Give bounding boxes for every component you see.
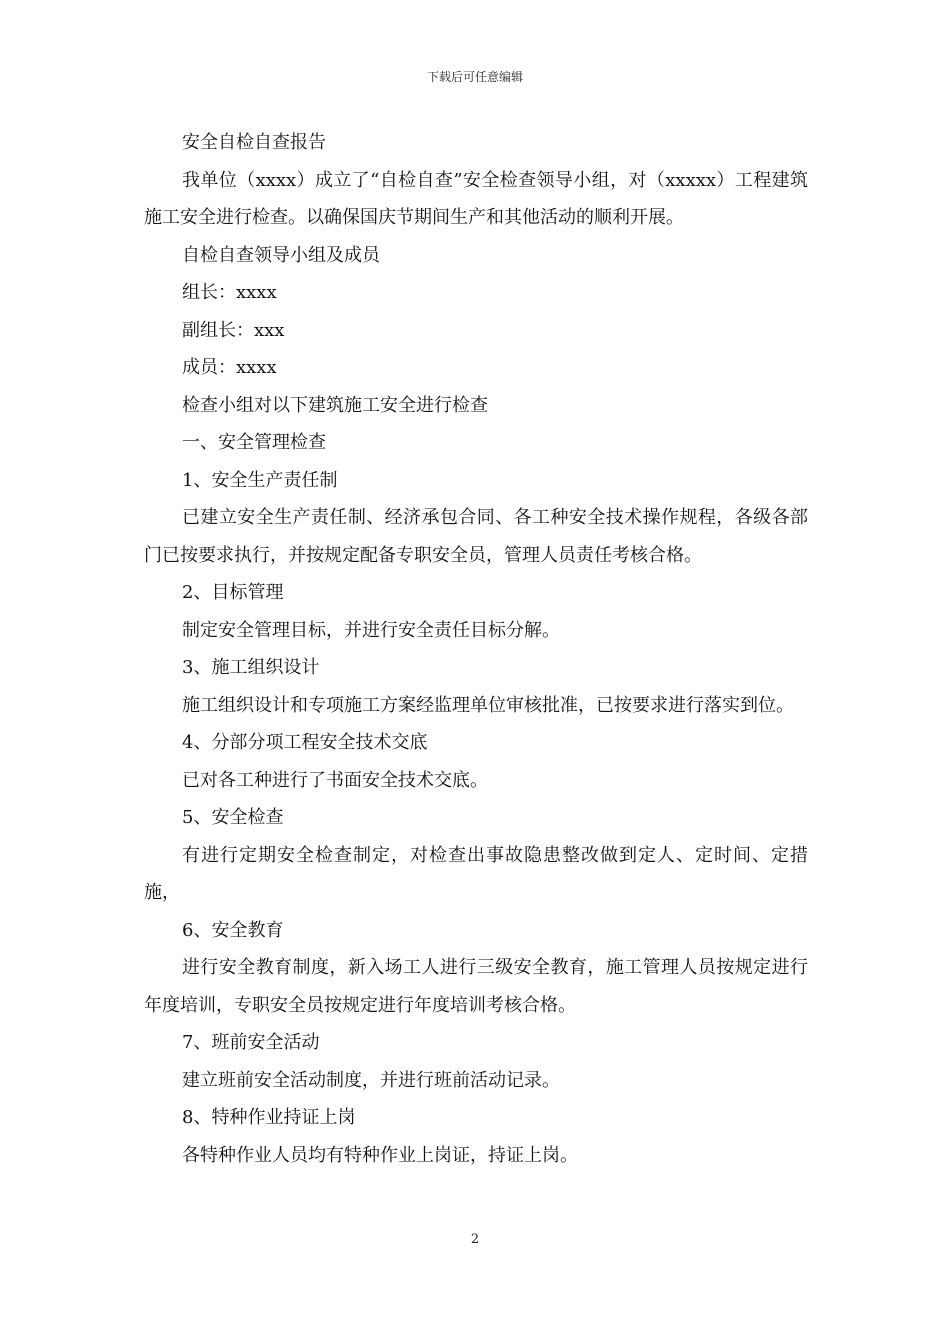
item-body-3: 施工组织设计和专项施工方案经监理单位审核批准，已按要求进行落实到位。 — [182, 694, 794, 716]
deputy-leader-line: 副组长：xxx — [182, 319, 285, 341]
page-number: 2 — [470, 1232, 480, 1247]
item-heading-5: 5、安全检查 — [182, 807, 284, 828]
item-heading-3: 3、施工组织设计 — [182, 657, 320, 678]
item-heading-4: 4、分部分项工程安全技术交底 — [182, 732, 428, 753]
item-body-2: 制定安全管理目标，并进行安全责任目标分解。 — [182, 619, 560, 641]
item-body-5: 有进行定期安全检查制定，对检查出事故隐患整改做到定人、定时间、定措施， — [144, 844, 808, 903]
item-heading-1: 1、安全生产责任制 — [182, 469, 338, 491]
item-body-8: 各特种作业人员均有特种作业上岗证，持证上岗。 — [182, 1144, 578, 1166]
members-line: 成员：xxxx — [182, 357, 277, 378]
item-body-6: 进行安全教育制度，新入场工人进行三级安全教育，施工管理人员按规定进行年度培训，专职安全员按规定进行年度培训考核合格。 — [144, 957, 808, 1016]
item-heading-6: 6、安全教育 — [182, 919, 284, 941]
item-heading-2: 2、目标管理 — [182, 582, 284, 603]
group-leader-line: 组长：xxxx — [182, 282, 277, 303]
item-heading-8: 8、特种作业持证上岗 — [182, 1107, 356, 1128]
item-heading-7: 7、班前安全活动 — [182, 1032, 320, 1053]
leadership-group-heading: 自检自查领导小组及成员 — [182, 244, 380, 266]
inspection-scope-line: 检查小组对以下建筑施工安全进行检查 — [182, 394, 488, 416]
document-body — [144, 124, 808, 1174]
section-heading-safety-management: 一、安全管理检查 — [182, 432, 326, 453]
intro-paragraph: 我单位（xxxx）成立了“自检自查”安全检查领导小组，对（xxxxx）工程建筑施工安全进行检查。以确保国庆节期间生产和其他活动的顺利开展。 — [144, 169, 808, 228]
header-note: 下载后可任意编辑 — [426, 70, 523, 84]
item-body-7: 建立班前安全活动制度，并进行班前活动记录。 — [182, 1069, 560, 1091]
item-body-4: 已对各工种进行了书面安全技术交底。 — [182, 769, 488, 791]
item-body-1: 已建立安全生产责任制、经济承包合同、各工种安全技术操作规程，各级各部门已按要求执行，并按规定配备专职安全员，管理人员责任考核合格。 — [144, 507, 808, 566]
document-title: 安全自检自查报告 — [182, 132, 326, 153]
